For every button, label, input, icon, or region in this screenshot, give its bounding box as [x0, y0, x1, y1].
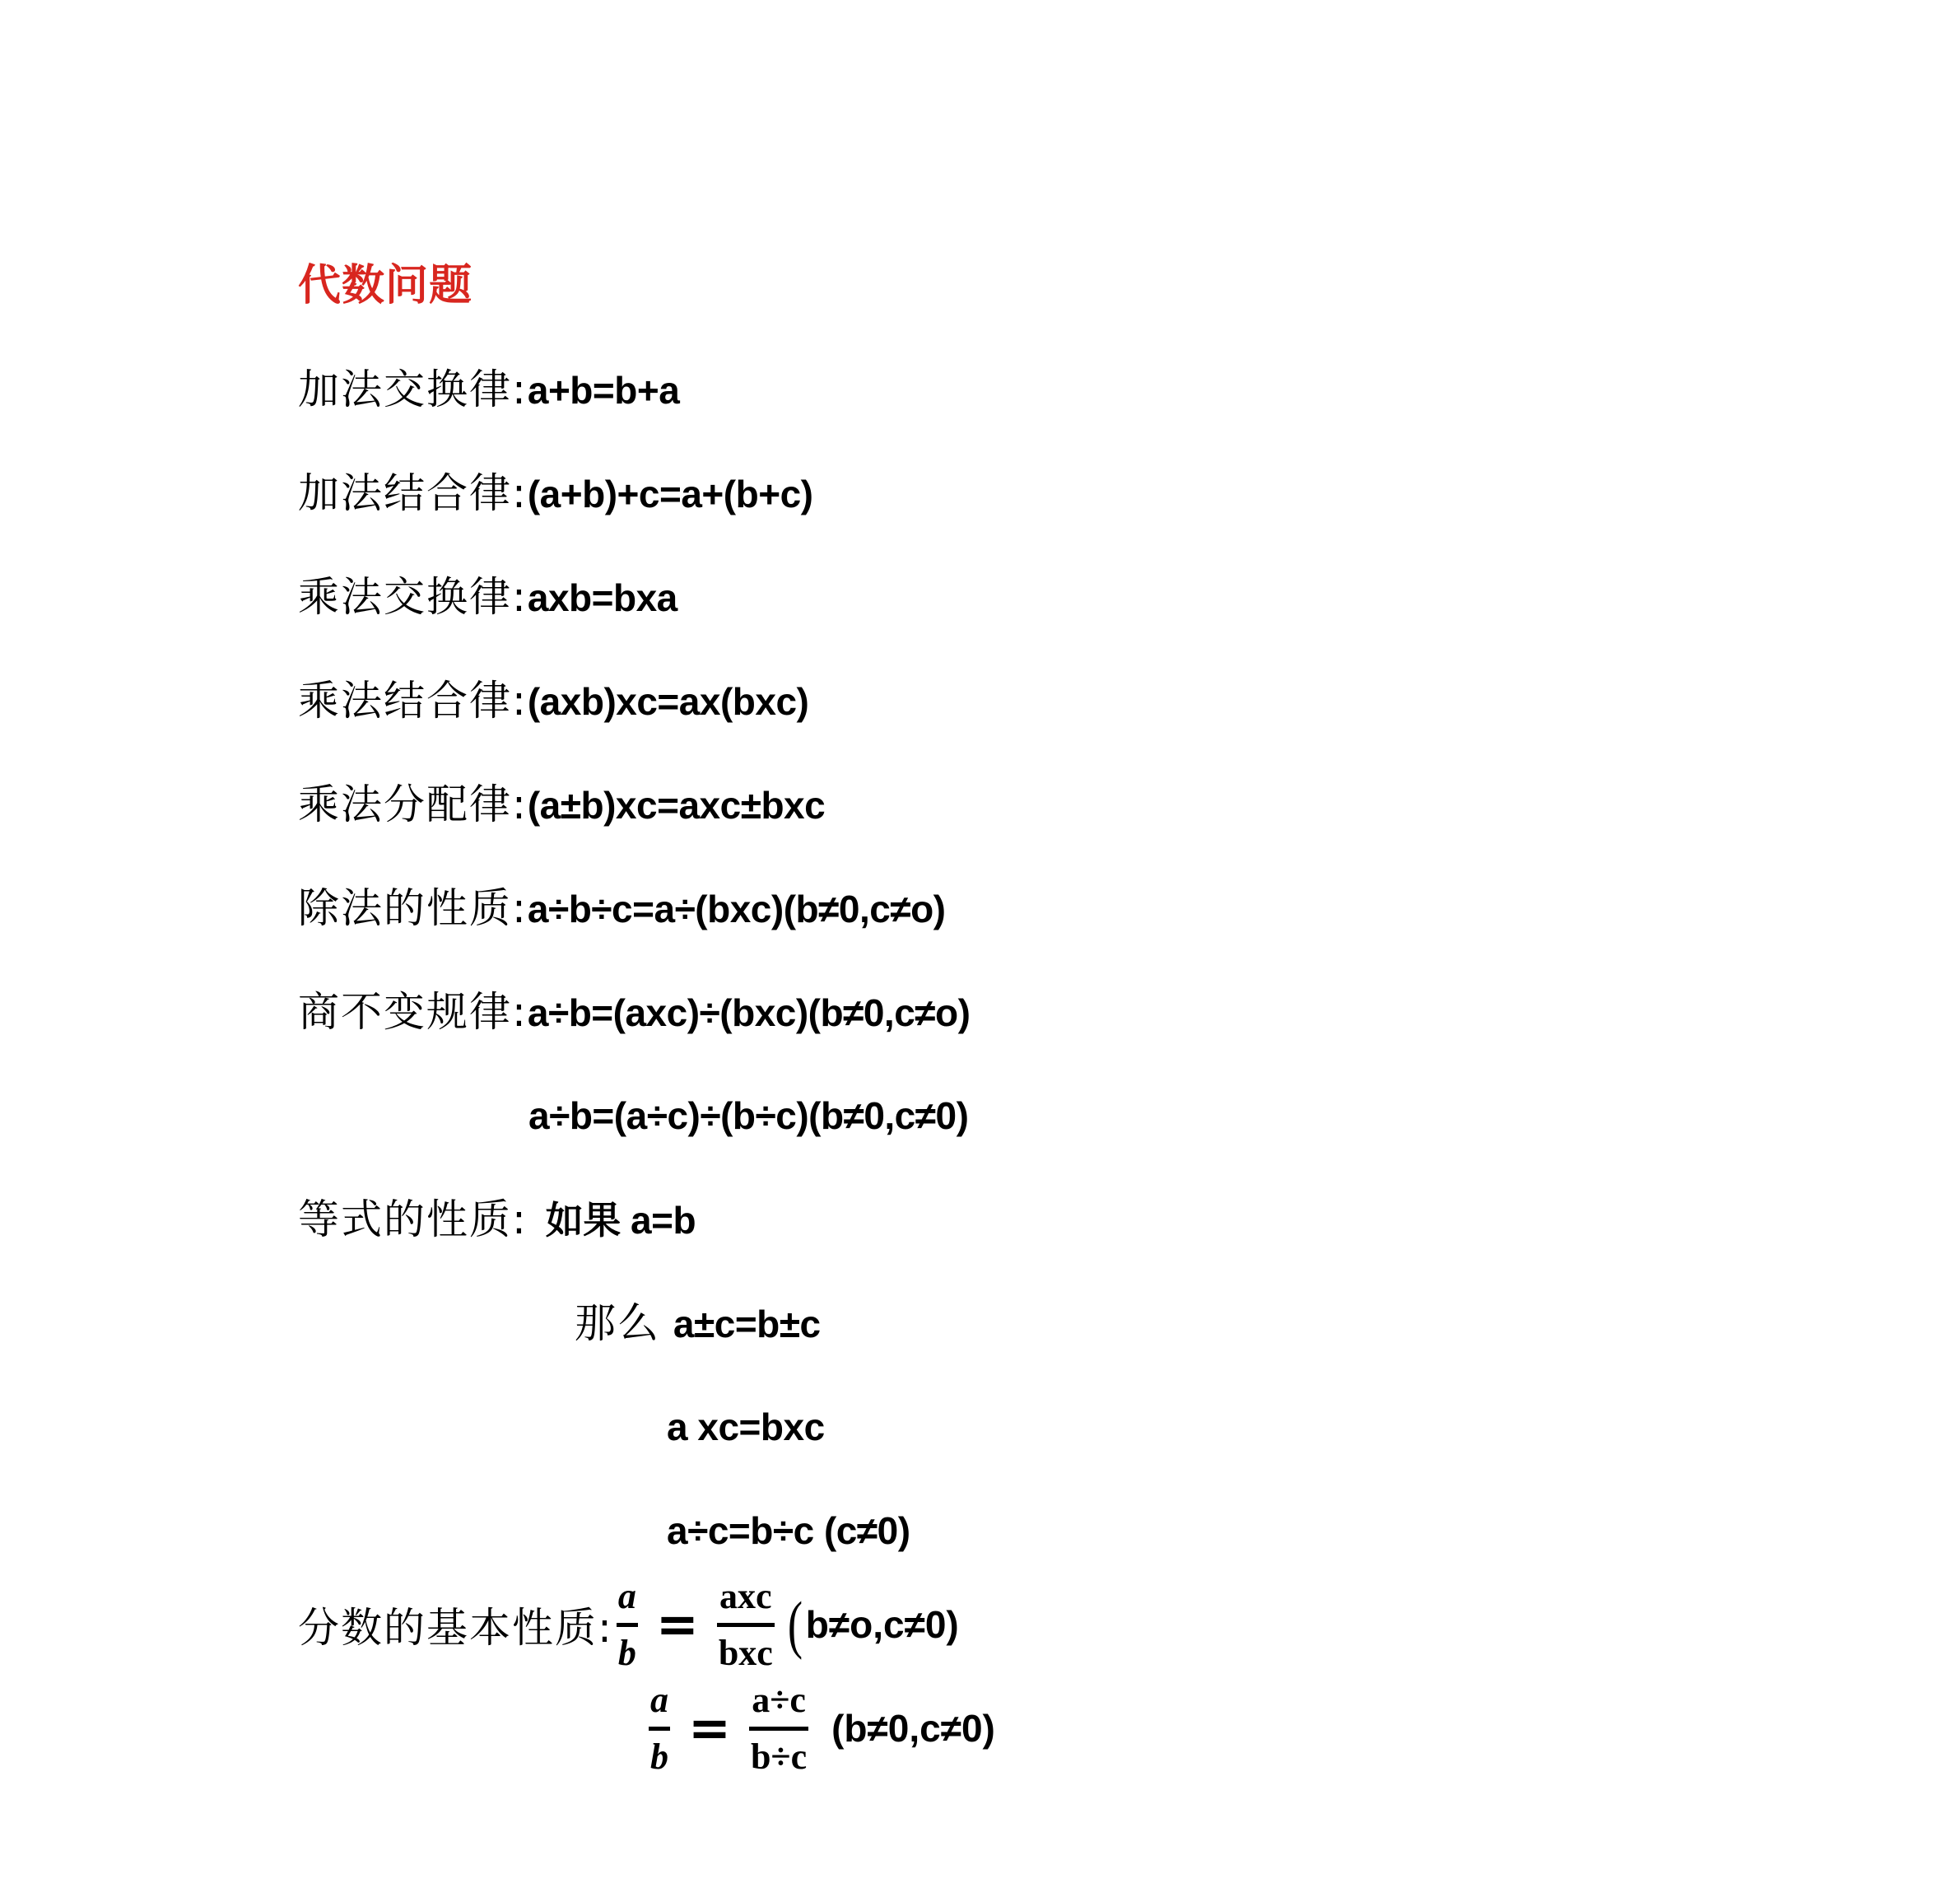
fraction-bar: [617, 1623, 638, 1627]
equality-premise: [546, 1196, 696, 1243]
rule-division-property: [298, 883, 945, 934]
rule-formula: (axb)xc=ax(bxc): [527, 680, 809, 723]
equality-result: a÷c=b÷c (c≠0): [667, 1509, 910, 1552]
premise-text: 如果 a=b: [545, 1199, 696, 1242]
then-prefix: 那么: [575, 1299, 660, 1347]
denominator: bxc: [718, 1632, 773, 1673]
rule-formula: a÷b÷c=a÷(bxc)(b≠0,c≠o): [527, 888, 946, 930]
fraction-property-row-2: [649, 1675, 995, 1782]
numerator: axc: [719, 1575, 772, 1616]
denominator: b÷c: [750, 1736, 808, 1777]
numerator: a÷c: [752, 1679, 806, 1720]
equality-then: [575, 1298, 821, 1349]
fraction-bar: [749, 1727, 808, 1731]
rule-label: 乘法分配律:: [298, 781, 528, 828]
numerator: a: [650, 1679, 668, 1720]
equality-label: 等式的性质:: [298, 1196, 528, 1243]
fraction-a-over-b: [617, 1574, 638, 1676]
rule-addition-commutative: [298, 364, 679, 415]
rule-multiplication-associative: [298, 675, 808, 726]
equals-sign: =: [655, 1594, 699, 1654]
equality-result: a±c=b±c: [673, 1303, 821, 1345]
numerator: a: [617, 1575, 636, 1616]
rule-multiplication-distributive: [298, 779, 825, 830]
rule-label: 加法交换律:: [298, 366, 528, 413]
rule-formula: (a±b)xc=axc±bxc: [527, 784, 826, 827]
rule-label: 乘法结合律:: [298, 677, 528, 725]
open-paren: (: [787, 1588, 803, 1660]
rule-label: 乘法交换律:: [298, 573, 528, 621]
fraction-a-over-b: [649, 1678, 670, 1779]
fraction-label: 分数的基本性质:: [298, 1604, 613, 1652]
fraction-bar: [717, 1623, 775, 1627]
equality-result: a xc=bxc: [667, 1406, 825, 1448]
fraction-axc-over-bxc: [717, 1574, 775, 1676]
rule-formula: axb=bxa: [527, 576, 677, 619]
rule-label: 加法结合律:: [298, 469, 528, 517]
rule-formula: (a+b)+c=a+(b+c): [527, 473, 813, 515]
rule-addition-associative: [298, 468, 812, 519]
rule-formula: a÷b=(axc)÷(bxc)(b≠0,c≠o): [527, 991, 971, 1034]
fraction-adivc-over-bdivc: [749, 1678, 808, 1779]
rule-multiplication-commutative: [298, 571, 677, 622]
rule-formula: a+b=b+a: [527, 369, 680, 412]
fraction-bar: [649, 1727, 670, 1731]
fraction-property-row-1: [298, 1571, 959, 1678]
rule-label: 商不变规律:: [298, 988, 528, 1036]
equality-property: [298, 1194, 696, 1245]
denominator: b: [617, 1632, 636, 1673]
denominator: b: [650, 1736, 668, 1777]
quotient-continuation-formula: a÷b=(a÷c)÷(b÷c)(b≠0,c≠0): [528, 1094, 969, 1137]
fraction-condition: b≠o,c≠0): [805, 1603, 959, 1646]
rule-quotient-invariance: [298, 986, 970, 1037]
section-title: 代数问题: [298, 261, 473, 310]
fraction-condition: (b≠0,c≠0): [831, 1707, 995, 1750]
rule-label: 除法的性质:: [298, 884, 528, 932]
equals-sign: =: [688, 1698, 731, 1758]
